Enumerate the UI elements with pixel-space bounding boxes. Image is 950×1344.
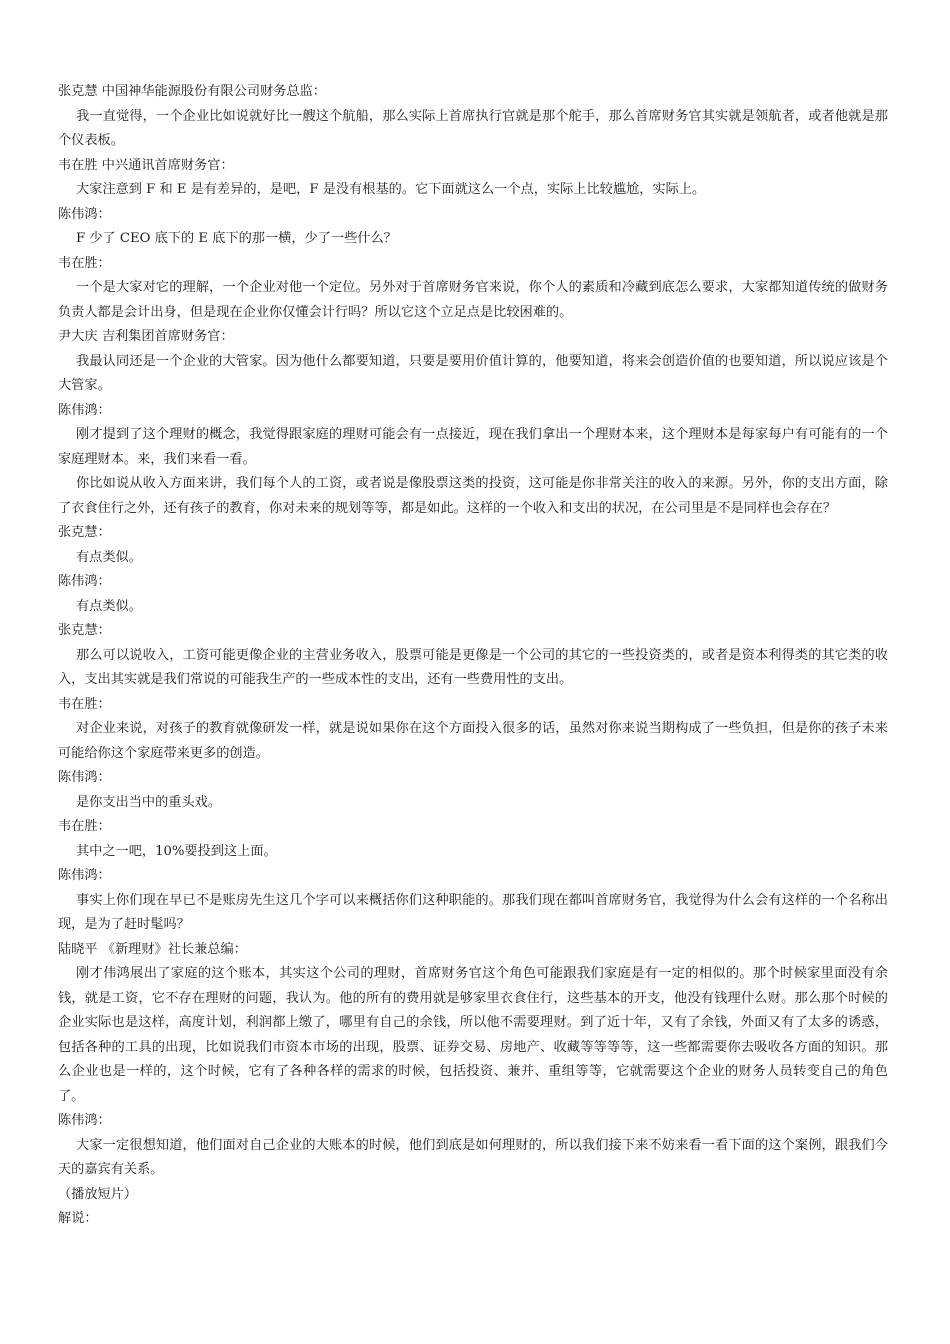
transcript-paragraph: 其中之一吧，10%要投到这上面。	[76, 843, 277, 859]
speaker-label: 韦在胜：	[58, 819, 111, 834]
speaker-label: 陆晓平 《新理财》社长兼总编：	[58, 941, 247, 957]
transcript-paragraph: 是你支出当中的重头戏。	[76, 794, 222, 810]
speaker-label: 陈伟鸿：	[58, 770, 111, 785]
transcript-paragraph: F 少了 CEO 底下的 E 底下的那一横，少了一些什么？	[76, 231, 397, 246]
speaker-label: 陈伟鸿：	[58, 206, 111, 222]
transcript-paragraph: 大家注意到 F 和 E 是有差异的，是吧，F 是没有根基的。它下面就这么一个点，实际上比较尴尬，实际上。	[76, 182, 706, 197]
transcript-paragraph: 事实上你们现在早已不是账房先生这几个字可以来概括你们这种职能的。那我们现在都叫首席财务官，我觉得为什么会有这样的一个名称出现，是为了赶时髦吗？	[58, 892, 888, 932]
speaker-label: 陈伟鸿：	[58, 868, 111, 883]
transcript-paragraph: 有点类似。	[76, 549, 142, 565]
document-page	[58, 80, 888, 1232]
transcript-paragraph: 那么可以说收入，工资可能更像企业的主营业务收入，股票可能是更像是一个公司的其它的一些投资类的，或者是资本利得类的其它类的收入，支出其实就是我们常说的可能我生产的一些成本性的支出，还有一些费用性的支出。	[58, 647, 888, 687]
speaker-label: 陈伟鸿：	[58, 402, 111, 418]
transcript-paragraph: 一个是大家对它的理解，一个企业对他一个定位。另外对于首席财务官来说，你个人的素质和冷藏到底怎么要求，大家都知道传统的做财务负责人都是会计出身，但是现在企业你仅懂会计行吗？所以它这个立足点是比较困难的。	[58, 280, 888, 320]
speaker-label: 张克慧：	[58, 525, 111, 540]
speaker-label: （播放短片）	[58, 1186, 138, 1202]
speaker-label: 陈伟鸿：	[58, 1113, 111, 1128]
speaker-label: 张克慧：	[58, 623, 111, 638]
transcript-paragraph: 大家一定很想知道，他们面对自己企业的大账本的时候，他们到底是如何理财的，所以我们接下来不妨来看一看下面的这个案例，跟我们今天的嘉宾有关系。	[58, 1137, 888, 1177]
transcript-paragraph: 你比如说从收入方面来讲，我们每个人的工资，或者说是像股票这类的投资，这可能是你非常关注的收入的来源。另外，你的支出方面，除了衣食住行之外，还有孩子的教育，你对未来的规划等等，都是如此。这样的一个收入和支出的状况，在公司里是不是同样也会存在？	[58, 476, 888, 516]
transcript-paragraph: 刚才伟鸿展出了家庭的这个账本，其实这个公司的理财，首席财务官这个角色可能跟我们家庭是有一定的相似的。那个时候家里面没有余钱，就是工资，它不存在理财的问题，我认为。他的所有的费用就是够家里衣食住行，这些基本的开支，他没有钱理什么财。那么那个时候的企业实际也是这样，高度计划，利润都上缴了，哪里有自己的余钱，所以他不需要理财。到了近十年，又有了余钱，外面又有了太多的诱惑，包括各种的工具的出现，比如说我们市资本市场的出现，股票、证券交易、房地产、收藏等等等等，这一些都需要你去吸收各方面的知识。那么企业也是一样的，这个时候，它有了各种各样的需求的时候，包括投资、兼并、重组等等，它就需要这个企业的财务人员转变自己的角色了。	[58, 966, 888, 1104]
speaker-label: 韦在胜：	[58, 696, 111, 712]
transcript-paragraph: 我最认同还是一个企业的大管家。因为他什么都要知道，只要是要用价值计算的，他要知道，将来会创造价值的也要知道，所以说应该是个大管家。	[58, 353, 888, 393]
speaker-label: 张克慧 中国神华能源股份有限公司财务总监：	[58, 84, 326, 99]
speaker-label: 陈伟鸿：	[58, 574, 111, 589]
speaker-label: 韦在胜 中兴通讯首席财务官：	[58, 157, 234, 173]
speaker-label: 解说：	[58, 1211, 98, 1226]
transcript-paragraph: 有点类似。	[76, 598, 142, 614]
transcript-paragraph: 刚才提到了这个理财的概念，我觉得跟家庭的理财可能会有一点接近，现在我们拿出一个理财本来，这个理财本是每家每户有可能有的一个家庭理财本。来，我们来看一看。	[58, 427, 888, 467]
transcript-paragraph: 对企业来说，对孩子的教育就像研发一样，就是说如果你在这个方面投入很多的话，虽然对你来说当期构成了一些负担，但是你的孩子未来可能给你这个家庭带来更多的创造。	[58, 721, 888, 761]
speaker-label: 韦在胜：	[58, 255, 111, 271]
transcript-paragraph: 我一直觉得，一个企业比如说就好比一艘这个航船，那么实际上首席执行官就是那个舵手，那么首席财务官其实就是领航者，或者他就是那个仪表板。	[58, 108, 888, 148]
speaker-label: 尹大庆 吉利集团首席财务官：	[58, 329, 234, 344]
